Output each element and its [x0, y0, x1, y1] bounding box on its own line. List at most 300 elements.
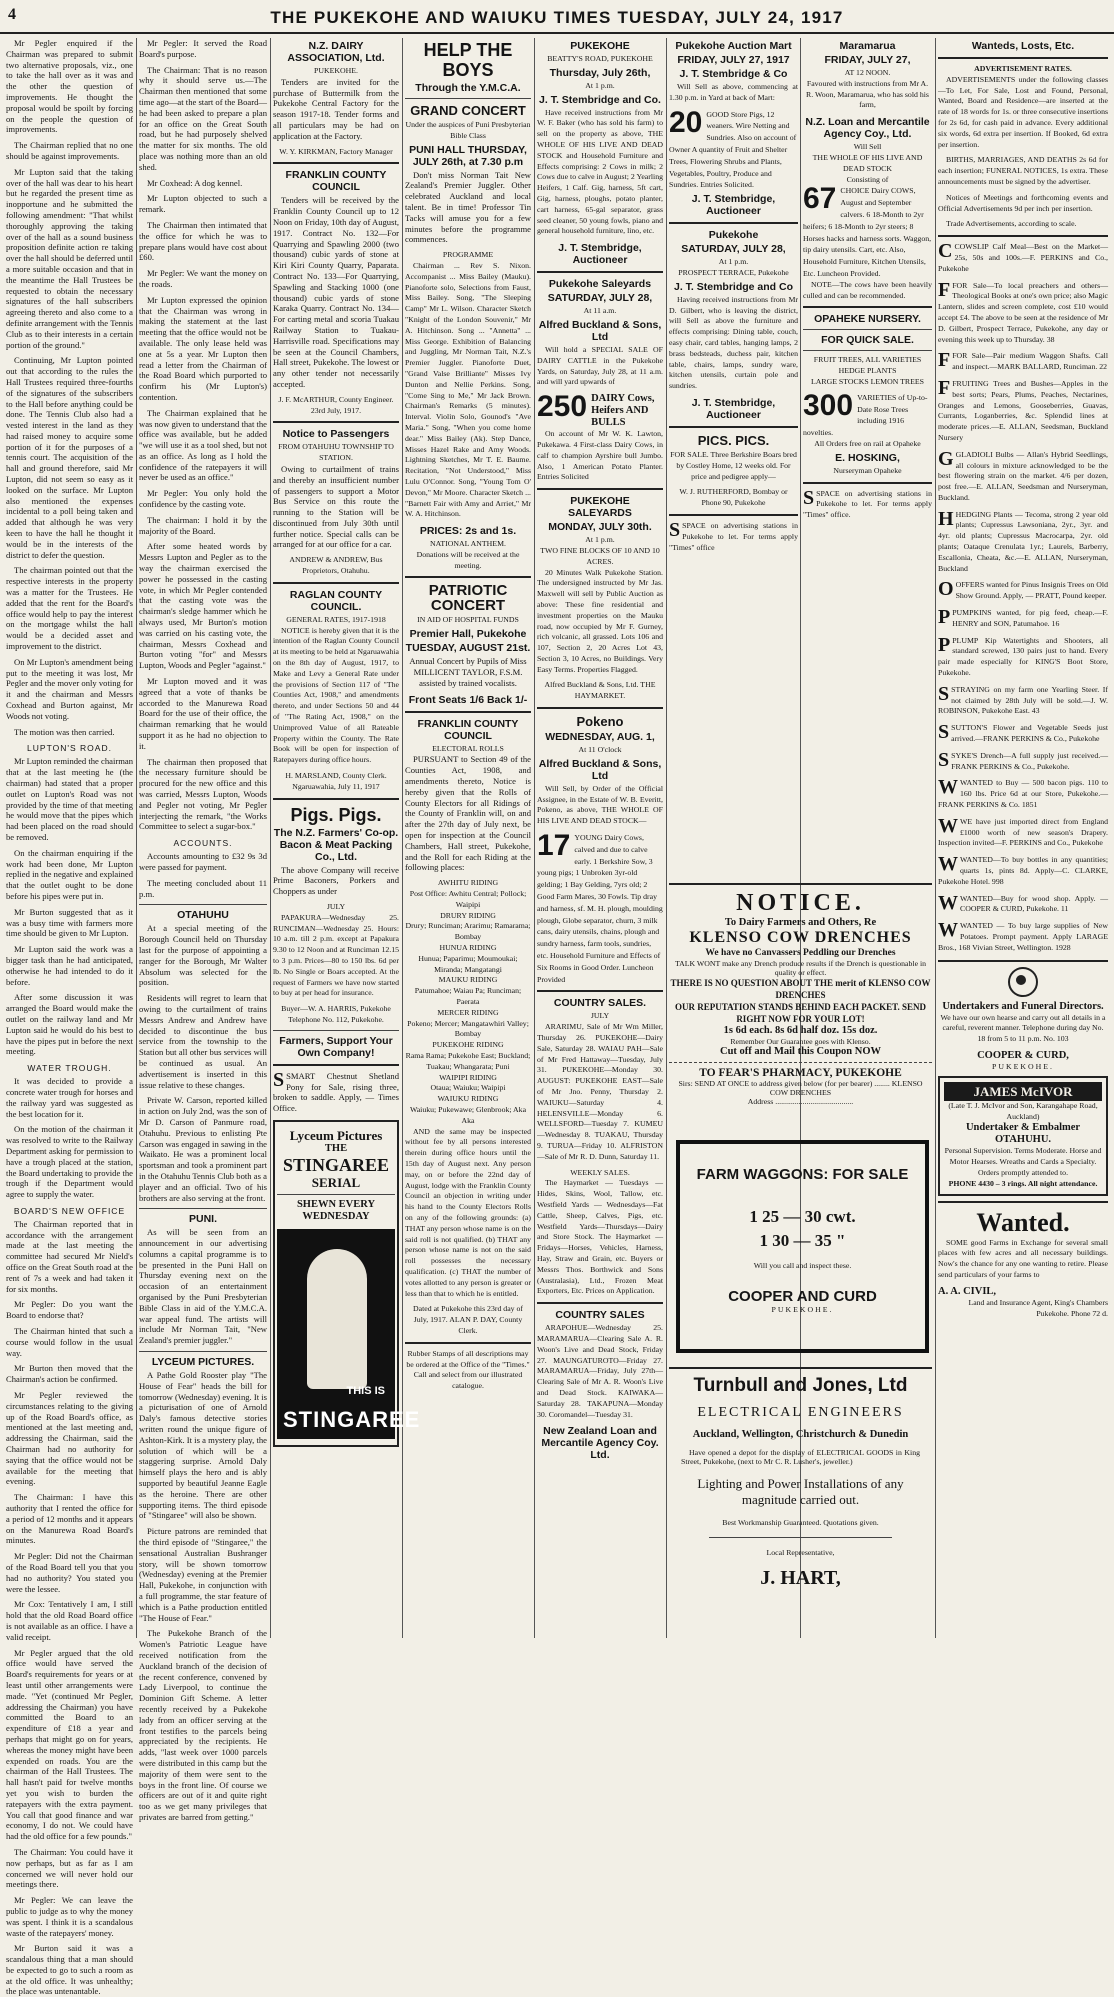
drop-cap: S [938, 748, 950, 771]
section-heading: BOARD'S NEW OFFICE [13, 1205, 126, 1216]
ad-time: At 1 p.m. [585, 535, 615, 545]
divider [273, 421, 399, 423]
divider [803, 350, 932, 351]
classified-ad [938, 608, 1108, 630]
ad-time: At 11 O'clock [578, 745, 622, 755]
ad-heading: PICS. PICS. [697, 432, 770, 448]
lot-line [803, 388, 932, 439]
coupon-pharmacy: TO FEAR'S PHARMACY, PUKEKOHE [699, 1067, 902, 1079]
ad-text: WANTED—To buy bottles in any quantities; quarts 1s, pints 8d. Apply—C. CLARKE, Pukekohe Hotel. 998 [938, 855, 1108, 886]
column-rule [935, 38, 936, 1638]
notice-line: OUR REPUTATION STANDS BEHIND EACH PACKET. SEND RIGHT NOW FOR YOUR LOT! [675, 1002, 926, 1024]
ad-heading: GRAND CONCERT [410, 103, 526, 118]
ad-subheading: ELECTRICAL ENGINEERS [697, 1405, 904, 1420]
ad-text: SUTTON'S Flower and Vegetable Seeds just arrived.—FRANK PERKINS & Co., Pukekohe [951, 723, 1108, 744]
ad-note: NOTE—The cows have been heavily culled and can be recommended. [803, 279, 932, 300]
lot-line [537, 829, 663, 985]
article-paragraph: A Pathe Gold Rooster play "The House of Fear" heads the bill for tomorrow (Wednesday) evening. It is a picturisation of one of Arnold Daly's famous detective stories written round the unique figure of Ashton-Kirk. It is a mystery play, the solution of which will be a staggering surprise. Arnold Daly himself plays the hero and is ably supported by beautiful Jeanne Eagle as the heroine. There are other supporting items. The third episode of "Stingaree" will also be shown. [139, 1370, 267, 1521]
klenso-notice-ad [669, 878, 932, 1128]
divider [669, 883, 932, 885]
riding-places: Patumahoe; Waiau Pa; Runciman; Paerata [414, 986, 522, 1006]
drop-cap: G [938, 447, 954, 470]
ad-text: FOR Sale—Pair medium Waggon Shafts. Call and inspect.—MARK BALLARD, Runciman. 22 [952, 351, 1108, 372]
ad-signature: W. Y. KIRKMAN, Factory Manager [279, 146, 393, 156]
divider [277, 1194, 395, 1195]
column-3-advertisements [273, 38, 421, 1638]
ad-place: Land and Insurance Agent, King's Chambers Pukekohe. Phone 72 d. [968, 1297, 1108, 1318]
ad-body: Will you call and inspect these. [753, 1261, 852, 1270]
divider [537, 488, 663, 490]
ad-body: The Haymarket — Tuesdays — Hides, Skins, Wool, Tallow, etc. Westfield Yards — Wednesdays—Fat Cattle, Sheep, Calves, Pigs, etc. Westfield Yards—Thursdays—Dairy and Store Stock. The Haymarket — Fridays—Horses, Vehicles, Harness, Hay, Straw and Grain, etc. Buyers or Messrs Thos. Borthwick and Sons (Australasia), Ltd., Frozen Meat Exporters, Etc. Prices on Application. [537, 1178, 663, 1296]
column-8-wanteds [938, 38, 1108, 1638]
article-paragraph: The Chairman: You could have it now perhaps, but as far as I am concerned we will never hold our meetings there. [6, 1846, 133, 1890]
article-paragraph: Mr Pegler reviewed the circumstances relating to the giving up of the Road Board's office, as mentioned at the last meeting and, addressing the Chairman, said the Chairman had no authority for saying that the office would not be available for the meeting that evening. [6, 1390, 133, 1487]
section-heading: PUNI. [188, 1213, 217, 1226]
lot-description: CHOICE Dairy COWS, August and September calvers. 6 18-Month to 2yr heifers; 6 18-Month to 2yr steers; 8 Horses hacks and harness sorts. Waggon, tip dairy utensils. Cart, etc. Also, Household Furniture, Kitchen Utensils, Etc. Luncheon Provided. [803, 186, 932, 278]
hearse-emblem-icon [1008, 967, 1038, 997]
ad-heading: Maramarua [839, 40, 896, 52]
article-paragraph: Accounts amounting to £32 9s 3d were passed for payment. [139, 851, 267, 872]
drop-cap: W [938, 814, 958, 837]
ad-subheading: Through the Y.M.C.A. [415, 82, 521, 94]
article-paragraph: Mr Burton said it was a scandalous thing that a man should be expected to go to such a room as at the old office. It was unhealthy; the place was untenantable. [6, 1943, 133, 1997]
riding-places: Otaua; Waiuku; Waipipi [430, 1083, 506, 1093]
ad-body: ARARIMU, Sale of Mr Wm Miller, Thursday 26. PUKEKOHE—Dairy Sale, Saturday 28. WAIAU PAH—Sale of Mr Fred Hattaway—Tuesday, July 31. PUKEKOHE—Monday 30. AUGUST: PUKEKOHE EAST—Sale of Mr Jno. Penny, Thursday 2. WAIUKU—Saturday 4. HELENSVILLE—Monday 6. WELLSFORD—Tuesday 7. KUMEU—Wednesday 8. TUAKAU, Thursday 9. TURUA—Friday 10. ALFRISTON—Sale of Mr R. D. Dunn, Saturday 11. [537, 1022, 663, 1161]
lot-description: VARIETIES of Up-to-Date Rose Trees including 1916 novelties. [803, 392, 928, 438]
article-paragraph: Mr Lupton said the work was a bigger task than he had anticipated, otherwise he had intended to do it before. [6, 944, 133, 987]
ad-subheading: IN AID OF HOSPITAL FUNDS [417, 615, 519, 625]
page-number: 4 [8, 6, 16, 23]
column-rule [534, 38, 535, 1638]
ad-signature: J. T. Stembridge, Auctioneer [691, 396, 776, 421]
ad-subheading: Thursday, July 26th, [549, 66, 651, 79]
ad-text: STRAYING on my farm one Yearling Steer. If not claimed by 28th July will be sold.—J. W. ROBINSON, Pukekohe East. 43 [938, 684, 1108, 716]
article-paragraph: Picture patrons are reminded that the third episode of "Stingaree," the sensational Australian Bushranger story, will be shown tomorrow (Wednesday) evening at the Premier Hall, Pukekohe, in conjunction with a full programme, the star feature of which is a Pathe production entitled "The House of Fear." [139, 1526, 267, 1623]
ad-heading: Pukekohe Auction Mart [675, 40, 792, 52]
ad-subheading: SATURDAY, JULY 28, [547, 292, 653, 305]
ad-body: FRUIT TREES, ALL VARIETIES HEDGE PLANTS [813, 355, 922, 376]
ad-subheading: THE [324, 1142, 348, 1154]
ad-heading: N.Z. DAIRY ASSOCIATION, Ltd. [287, 40, 385, 64]
lot-line [669, 105, 798, 192]
ad-body: Tenders will be received by the Franklin County Council up to 12 Noon on Friday, 10th day of August, 1917. Contract No. 132—For Quarrying and Spawling 2000 (two thousand) cubic yards of stone at Kiri Kiri County Quarry, Paparata. Contract No. 133—For Quarrying, Spawling and Stacking 1000 (one thousand) cubic yards of stone Karaka Quarry. Contract No. 134—For carting metal and scoria Tuakau Railway Station to Tuakau-Harrisville road. Specifications may be seen at the Council Chambers, Hall street, Pukekohe. The lowest or any other tender not necessarily accepted. [273, 195, 399, 389]
ad-text: WANTED—Buy for wood shop. Apply. — COOPER & CURD, Pukekohe. 11 [960, 893, 1108, 914]
masked-rider-figure [307, 1249, 367, 1389]
ad-signature: W. J. RUTHERFORD, Bombay or Phone 90, Pukekohe [679, 487, 788, 508]
article-paragraph: As will be seen from an announcement in our advertising columns a capital programme is to be presented in the Puni Hall on Thursday evening next on the occasion of an entertainment organised by the Puni Presbyterian Bible Class in aid of the Y.M.C.A. war appeal fund. The artists will include Mr Norman Tait, "New Zealand's premier juggler." [139, 1227, 267, 1346]
lot-description: DAIRY Cows, Heifers AND BULLS [591, 393, 655, 429]
drop-cap: F [938, 376, 951, 399]
ad-phone: Telephone No. 112, Pukekohe. [288, 1014, 384, 1024]
divider [273, 582, 399, 584]
undertaker-ad [938, 967, 1108, 1073]
klenso-brand: KLENSO COW DRENCHES [689, 929, 912, 946]
column-6-auction-mart [669, 38, 798, 878]
ad-time: At 1 p.m. [585, 80, 615, 90]
article-paragraph: Mr Pegler: We want the money on the roads. [139, 268, 267, 289]
turnbull-jones-ad [669, 1362, 932, 1637]
ad-text: FRUITING Trees and Bushes—Apples in the best sorts; Pears, Plums, Peaches, Nectarines, Oranges and Lemons, Gooseberries, Guavas, Currants, Loganberries, &c. Splendid lines at moderate prices.—E. ALLAN, Seedsman, Buckland Nursery [938, 378, 1108, 442]
ad-signature: Buyer—W. A. HARRIS, Pukekohe [281, 1004, 391, 1014]
classified-ad [938, 723, 1108, 745]
ad-signature: Alfred Buckland & Sons, Ltd. THE HAYMARKET. [544, 680, 656, 701]
drop-cap: S [669, 518, 681, 541]
classified-ad [938, 580, 1108, 602]
ad-body: Rubber Stamps of all descriptions may be ordered at the Office of the "Times." Call and select from our illustrated catalogue. [406, 1348, 530, 1391]
riding-heading: WAIPIPI RIDING [439, 1072, 497, 1082]
ad-text: FOR Sale—To local preachers and others—Theological Books at one's own price; also Magic Lantern, slides and screen complete, cost £10 would accept £4. The above to be seen at the residence of Mr D. Gilbert, Prospect Terrace, Pukekohe, any day or evening this week up to Thursday. 38 [938, 280, 1109, 344]
ad-body: Having received instructions from Mr D. Gilbert, who is leaving the district, will Sell as above the furniture and effects comprising: Dining table, couch, easy chair, card tables, hanging lamps, 2 brass bedsteads, duchess pair, kitchen table, chairs, lamps, sundry ware, kitchen utensils, curtain pole and sundries. [669, 294, 798, 391]
ad-subheading: ELECTORAL ROLLS [432, 743, 504, 753]
column-header: Wanteds, Losts, Etc. [971, 40, 1075, 52]
article-paragraph: The Pukekohe Branch of the Women's Patriotic League have received notification from the Auckland branch of the decision of the recent conference, convened by Lady Liverpool, to continue the Dominion Gift Scheme. A letter recently received by a Pukekohe lady from an officer serving at the front testifies to the parcels being appreciated by the recipients. He adds, "last week over 1000 parcels were distributed in this camp but the majority of them were sent to the boys in the front line. Of course we officers are out of it and quite right too as we get many privileges that privates are barred from getting." [139, 1628, 267, 1822]
drop-cap: O [938, 578, 954, 601]
ad-signature: Nurseryman Opaheke [833, 465, 902, 475]
ad-note: NATIONAL ANTHEM. [430, 539, 506, 549]
drop-cap: W [938, 776, 958, 799]
ad-heading: COUNTRY SALES. [553, 997, 647, 1010]
rates-body: ADVERTISEMENTS under the following classes—To Let, For Sale, Lost and Found, Personal, Wanted, Board and Residence—are inserted at the rate of 18 words for 1s. or three consecutive insertions for 2s 6d, for cash paid in advance. Every additional six words, 6d extra per insertion. If Booked, 6d extra per insertion. [938, 74, 1108, 149]
ad-signature: New Zealand Loan and Mercantile Agency Coy. Ltd. [541, 1425, 659, 1462]
ad-body: Tenders are invited for the purchase of Buttermilk from the Pukekohe Central Factory for the season 1917-18. Tender forms and all particulars may be had on application at the Factory. [273, 76, 399, 141]
ad-body: NOTICE is hereby given that it is the intention of the Raglan County Council at its meeting to be held at Ngaruawahia on the 8th day of August, 1917, to Make and Levy a General Rate under the provisions of Section 117 of "The Counties Act, 1908," and amendments thereto, and under Sections 50 and 44 of "The Rating Act, 1908," on the Unimproved Value of all Rateable Property within the County. The Rate Book will be open for inspection of Ratepayers during office hours. [273, 625, 399, 765]
ad-subheading: TWO FINE BLOCKS OF 10 AND 10 ACRES. [540, 545, 660, 566]
ad-subheading: SATURDAY, JULY 28, [681, 243, 786, 256]
divider [537, 271, 663, 273]
article-paragraph: The chairman: I hold it by the majority of the Board. [139, 514, 267, 536]
ad-text: WE have just imported direct from England £1000 worth of new season's Drapery. Inspection invited—F. PERKINS and Co., Pukekohe [938, 816, 1108, 848]
classified-ad [803, 486, 932, 521]
article-paragraph: Mr Pegler: It served the Road Board's purpose. [139, 38, 267, 59]
ad-heading: Notice to Passengers [282, 428, 390, 441]
article-paragraph: The Chairman reported that in accordance with the arrangement made at the last meeting the committee had secured Mr Nield's office on the Great South road at the rent of 7s a week and had taken it for six months. [6, 1218, 133, 1294]
ad-subheading: WEEKLY SALES. [570, 1167, 630, 1177]
article-paragraph: Mr Pegler: You only hold the confidence by the casting vote. [139, 488, 267, 510]
article-paragraph: Mr Pegler: Do you want the Board to endorse that? [6, 1299, 133, 1321]
classified-ad [938, 507, 1108, 575]
article-paragraph: After some discussion it was arranged the Board would make the outlet on the railway land and Mr Lupton said he would do his best to have the pipes put in before the next meeting. [6, 992, 133, 1057]
ad-heading: Turnbull and Jones, Ltd [693, 1375, 908, 1396]
article-paragraph: Mr Pegler: Did not the Chairman of the Road Board tell you that you had no authority? You stated you were the lessee. [6, 1551, 133, 1594]
ad-text: GLADIOLI Bulbs — Allan's Hybrid Seedlings, all colours in mixture acknowledged to be the best flowering strain on the market. 4/6 per dozen, post free.—E. ALLAN, Seedsman and Nurseryman, Buckland. [938, 449, 1108, 502]
lot-count: 250 [537, 390, 588, 424]
article-paragraph: The Chairman explained that he was now given to understand that the office was available, but he added "we will use it as a tool shed, but not as an office. As long as I hold the confidence of the ratepayers it will never be used as an office." [139, 407, 267, 483]
article-paragraph: Residents will regret to learn that owing to the curtailment of trains Messrs Andrew and Andrew have decided to discontinue the bus service from the township to the Station but all other bus services will be continued as usual. An advertisement is inserted in this issue relative to these changes. [139, 993, 267, 1090]
article-paragraph: Mr Cox: Tentatively I am, I still hold that the old Road Board office is not available as an office. I have a valid receipt. [6, 1599, 133, 1642]
section-heading: ACCOUNTS. [173, 838, 233, 849]
ad-heading: PUKEKOHE SALEYARDS [568, 495, 632, 520]
article-paragraph: Mr Lupton said that the taking over of the hall was dear to his heart but he regarded the present time as inopportune and he submitted the following amendment: "That whilst thoroughly approving the taking over of the hall as a sound business proposition definite action re taking over the hall should be deferred until a more suitable occasion and that in the meantime the Hall Trustees be requested to obtain the necessary signatures of the hall subscribers agreeing thereto and also come to a definite arrangement with the Tennis Club as to their interests in a certain portion of the ground." [6, 166, 133, 350]
riding-heading: HUNUA RIDING [439, 943, 497, 953]
ad-subheading: FOR QUICK SALE. [821, 334, 914, 347]
ad-heading: FRANKLIN COUNTY COUNCIL [417, 717, 519, 742]
divider [669, 514, 798, 516]
riding-places: Pokeno; Mercer; Mangatawhiri Valley; Bombay [407, 1018, 529, 1039]
ad-text: PUMPKINS wanted, for pig feed, cheap.—F. HENRY and SON, Patumahoe. 16 [952, 608, 1108, 628]
section-heading: LUPTON'S ROAD. [27, 743, 112, 754]
wagon-size: 1 30 — 35 " [759, 1231, 846, 1250]
ad-body: On account of Mr W. K. Lawton, Pukekawa. 4 First-class Dairy Cows, in calf to champion Ayrshire bull Jumbo. Also, 1 American Potato Planter. Entries Solicited [537, 429, 663, 482]
notice-line: TALK WONT make any Drench produce results if the Drench is questionable in quality or effect. [674, 959, 927, 977]
ad-body: Favoured with instructions from Mr A. R. Woon, Maramarua, who has sold his farm, [806, 78, 929, 110]
ad-subheading: Undertaker & Embalmer OTAHUHU. [965, 1122, 1081, 1146]
ad-subheading: Consisting of [846, 174, 889, 184]
notice-line: We have no Canvassers Peddling our Drenches [705, 948, 896, 958]
divider [405, 98, 531, 99]
ad-text: SYKE'S Drench—A full supply just received.—FRANK PERKINS & Co., Pukekohe. [951, 750, 1108, 771]
ad-subheading: SERIAL [311, 1174, 361, 1190]
ad-subheading: Under the auspices of Puni Presbyterian Bible Class [405, 120, 531, 140]
divider [709, 1537, 892, 1538]
column-rule [666, 38, 667, 1638]
ad-body: LARGE STOCKS LEMON TREES [811, 376, 924, 386]
classified-ad [938, 814, 1108, 849]
ad-prices: Front Seats 1/6 Back 1/- [408, 693, 528, 706]
ad-text: SMART Chestnut Shetland Pony for Sale, rising three, broken to saddle. Apply, — Times Office. [273, 1070, 399, 1114]
classified-ad [938, 748, 1108, 773]
divider [139, 1208, 267, 1209]
ad-subheading: PROSPECT TERRACE, Pukekohe [678, 267, 789, 277]
ad-body: 20 Minutes Walk Pukekohe Station. The undersigned instructed by Mr Jas. Maxwell will sell by Public Auction as above: These fine residential and investment properties on the Mauku road, now occupied by Mr F. Gurney, rich volcanic, all grassed. Lots 106 and 107, Section 2, 20 Acres Lot 43, Section 3, 10 Acres, no Buildings. Very Easy Terms. Properties Flagged. [537, 567, 663, 674]
riding-heading: WAIUKU RIDING [437, 1094, 499, 1104]
article-paragraph: Mr Lupton reminded the chairman that at the last meeting he (the chairman) had stated that a proper outlet on Lupton's Road was not provided by the time of that meeting he would move that the pipes which had been placed on the road should be removed. [6, 756, 133, 842]
riding-heading: MAUKU RIDING [438, 975, 498, 985]
ad-firm: Alfred Buckland & Sons, Ltd [538, 318, 662, 343]
divider [803, 306, 932, 308]
classified-ad [938, 891, 1108, 916]
ad-place: PUKEKOHE. [771, 1305, 834, 1314]
ad-subheading: SHEWN EVERY WEDNESDAY [296, 1198, 376, 1222]
article-paragraph: Private W. Carson, reported killed in action on July 2nd, was the son of Mr D. Carson of Panmure road, Otahuhu. Previous to enlisting Pte Carson was engaged in sawing in the Waikato. He was a prominent local sportsman and took a prominent part in the Otahuhu Tennis Club both as a player and an official. Two of his brothers are also serving at the front. [139, 1095, 267, 1203]
ad-signature: H. MARSLAND, County Clerk. Ngaruawahia, July 11, 1917 [285, 771, 387, 791]
classified-ad [938, 242, 1108, 274]
ad-body: FOR SALE. Three Berkshire Boars bred by Costley Home, 12 weeks old. For price and pedigree apply— [670, 449, 797, 481]
drop-cap: F [938, 278, 951, 301]
ad-firm: J. T. Stembridge and Co. [539, 93, 661, 106]
ad-prices: PRICES: 2s and 1s. [419, 525, 517, 538]
riding-places: Waiuku; Pukewawe; Glenbrook; Aka Aka [409, 1104, 527, 1125]
rates-body: BIRTHS, MARRIAGES, AND DEATHS 2s 6d for each insertion; FUNERAL NOTICES, 1s extra. These announcements must be signed by the advertiser. [938, 155, 1108, 186]
column-rule [136, 38, 137, 1638]
ad-body: We have our own hearse and carry out all details in a careful, reverent manner. Telephone during day No. 18 from 5 to 11 p.m. No. 103 [940, 1012, 1106, 1044]
newspaper-title: THE PUKEKOHE AND WAIUKU TIMES TUESDAY, JULY 24, 1917 [270, 8, 844, 27]
divider [139, 904, 267, 905]
ad-heading: Pokeno [576, 714, 624, 730]
article-paragraph: The Chairman replied that no one should be against improvements. [6, 140, 133, 161]
ad-firm: J. T. Stembridge & Co [679, 68, 788, 80]
lot-count: 300 [803, 388, 854, 422]
column-rule [270, 38, 271, 1638]
ad-firm: N.Z. Loan and Mercantile Agency Coy., Ltd. [805, 116, 930, 141]
ad-body: PAPAKURA—Wednesday 25. RUNCIMAN—Wednesday 25. Hours: 10 a.m. till 2 p.m. except at Papakura 9.30 to 12 Noon and at Runciman 12.15 to 3 p.m. Prices—80 to 150 lbs. 6d per lb. No Single or Boars accepted. At the request of Farmers we have now started to buy at per head for insurance. [273, 912, 399, 998]
lot-count: 17 [537, 829, 571, 863]
classified-ad [938, 778, 1108, 810]
mcivor-ad [938, 1076, 1108, 1196]
classified-ad [938, 278, 1109, 346]
column-5-auction-sales [537, 38, 663, 1638]
ad-time: At 11 a.m. [583, 306, 617, 316]
riding-places: Rama Rama; Pukekohe East; Buckland; Tuakau; Whangarata; Puni [405, 1050, 531, 1071]
ad-subheading: BEATTY'S ROAD, PUKEKOHE [547, 54, 653, 63]
divider [938, 57, 1108, 59]
ad-subheading: JULY [326, 902, 346, 912]
divider [938, 1201, 1108, 1203]
farm-waggons-ad [676, 1140, 929, 1353]
ad-subheading: MONDAY, JULY 30th. [548, 521, 652, 534]
lot-line [537, 390, 663, 429]
drop-cap: W [938, 891, 958, 914]
divider [537, 1302, 663, 1304]
ad-body: Have received instructions from Mr W. F. Baker (who has sold his farm) to sell on the property as above, THE WHOLE OF HIS LIVE AND DEAD STOCK and Household Furniture and Effects comprising: 2 Cows in milk; 2 Cows due to calve in August; 2 Yearling Heifers, 1 Calf. Gig, harness, 5ft cart, Gig, harness, ploughs, potato planter, cart harness, 65-gal separator, grass seed cleaner, 50 young fowls, piano and general household furniture, lino, etc. [537, 107, 663, 236]
lot-description: YOUNG Dairy Cows, calved and due to calve early. 1 Berkshire Sow, 3 young pigs; 1 Unbroken 3yr-old gelding; 1 Bay Gelding, 7yrs old; 2 Good Farm Mares, 30 Fowls. Tip dray and harness, sf. M. H. plough, moulding plough, Globe separator, churn, 3 milk cans, dairy utensils, chains, plough and sundry harness, farm tools, sundries, etc. Household Furniture and Effects of Six Rooms in Good Order. Luncheon Provided [537, 833, 663, 984]
ad-heading: Lyceum Pictures [289, 1127, 383, 1143]
notice-title: NOTICE. [736, 890, 865, 916]
ad-subheading: PUKEKOHE. [314, 66, 358, 75]
ad-body: SOME good Farms in Exchange for several small places with few acres and all necessary buildings. Now's the chance for any one wanting to retire. Please send particulars of your farms to [938, 1237, 1108, 1279]
coupon-cut-line [669, 1062, 932, 1063]
ad-time: AT 12 NOON. [844, 68, 891, 77]
ad-firm: Alfred Buckland & Sons, Ltd [538, 757, 662, 782]
masthead [0, 0, 1114, 34]
notice-subtitle: To Dairy Farmers and Others, Re [724, 917, 877, 928]
ad-signature: A. A. CIVIL, [938, 1285, 997, 1297]
ad-body: Lighting and Power Installations of any magnitude carried out. [697, 1476, 904, 1507]
article-paragraph: The Chairman hinted that such a course would follow in the usual way. [6, 1326, 133, 1358]
ad-body: Annual Concert by Pupils of Miss MILLICENT TAYLOR, F.S.M. assisted by trained vocalists. [409, 656, 527, 688]
divider [803, 482, 932, 484]
drop-cap: S [273, 1068, 285, 1091]
drop-cap: S [938, 721, 950, 744]
ad-heading: FARM WAGGONS: FOR SALE [696, 1166, 909, 1183]
article-paragraph: The chairman then proposed that the necessary furniture should be procured for the new office and this was carried, Messrs Lupton, Woods and Pegler not voting, Mr Pegler interjecting the remark, "the Works Committee to select a sugar-box." [139, 756, 267, 832]
section-heading: LYCEUM PICTURES. [151, 1356, 255, 1369]
ad-body: Will Sell as above, commencing at 1.30 p.m. in Yard at back of Mart: [669, 82, 798, 102]
column-2-news [139, 38, 267, 1822]
drop-cap: P [938, 633, 951, 656]
ad-body: PURSUANT to Section 49 of the Counties Act, 1908, and amendments thereto, Notice is hereby given that the Rolls of County Electors for all Ridings of the County of Franklin will, on and after the 27th day of July next, be open for inspection at the Council Chambers, Hall street, Pukekohe, and the Roll for each Riding at the following places: [405, 754, 531, 873]
ad-subheading: THE WHOLE OF HIS LIVE AND DEAD STOCK [812, 152, 923, 173]
ad-signature: J. HART, [760, 1567, 841, 1589]
ad-cities: Auckland, Wellington, Christchurch & Dunedin [692, 1429, 909, 1440]
article-paragraph: Mr Lupton expressed the opinion that the Chairman was wrong in making the statement at the last meeting that the office would not be available. The only lease held was one at 5s a year. Mr Lupton then read a letter from the Chairman of the Road Board which purported to confirm his (Mr Lupton's) contention. [139, 294, 267, 402]
ad-text: WANTED — To buy large supplies of New Potatoes. Prompt payment. Apply LARAGE Bros., 168 Vivian Street, Wellington. 1928 [938, 921, 1108, 952]
classified-ad [938, 855, 1108, 887]
column-rule [402, 38, 403, 1638]
wagon-size: 1 25 — 30 cwt. [749, 1207, 856, 1226]
ad-heading: Farmers, Support Your Own Company! [279, 1034, 393, 1059]
programme-list: Chairman ... Rev S. Nixon. Accompanist ... Miss Bailey (Mauku). Pianoforte solo, Selections from Faust, Miss Bailey. Song, "The Sleeping Camp" Mr L. Wilson. Character Sketch "Knight of the London Souvenir," Mr A. Hitchinson. Song ... "Annetta" ... Miss George. Exhibition of Balancing and Juggling, Mr Norman Tait, N.Z.'s Premier Juggler. Pianoforte Duet, "Grand Valse Brilliante" Misses Ivy Dunton and Nellie Perkins. Song, "Come Sing to Me," Mr Jack Brown. Chairman's Remarks (5 minutes). Interval. Violin Solo, Gounod's "Ave Maria." Song, "When you come home dear." Miss Bailey (Ak). Step Dance, Misses Hazel Rake and Amy Woods. Lightning Sketches, Mr T. E. Baume. Recitation, "Not Understood," Miss Lulu O'Connor. Song, "Young Tom O' Devon," Mr Moore. Character Sketch ... "Barnett Fair with Amy and Arriet," Mr W. A. Hitchinson. [405, 260, 531, 519]
ad-subheading: PROGRAMME [442, 250, 494, 260]
ad-firm: COOPER & CURD, [977, 1049, 1069, 1061]
drop-cap: S [803, 486, 815, 509]
riding-places: Hunua; Paparimu; Moumoukai; Miranda; Mangatangi [418, 953, 518, 974]
ad-subheading: FRIDAY, JULY 27, [824, 54, 911, 66]
ad-signature: E. HOSKING, [835, 451, 900, 464]
article-paragraph: At a special meeting of the Borough Council held on Thursday last for the purpose of appointing a ranger for the Borough, Mr Walter Absolum was selected for the position. [139, 923, 267, 988]
article-paragraph: Mr Pegler enquired if the Chairman was prepared to submit two alternative proposals, viz., one to take the hall over as it was and the other the question of improvements. He thought the proposal would be spoilt by forcing on the people the question of improvements. [6, 38, 133, 135]
article-paragraph: It was decided to provide a concrete water trough for horses and the railway yard was suggested as the best location for it. [6, 1076, 133, 1119]
ad-text: COWSLIP Calf Meal—Best on the Market—25s, 50s and 100s.—F. PERKINS and Co., Pukekohe [938, 242, 1108, 273]
ad-heading: COUNTRY SALES [555, 1309, 645, 1322]
notice-line: Cut off and Mail this Coupon NOW [719, 1046, 882, 1057]
ad-firm: J. T. Stembridge and Co [673, 280, 794, 293]
ad-signature: J. T. Stembridge, Auctioneer [558, 242, 642, 267]
divider [273, 1064, 399, 1066]
rates-heading: ADVERTISEMENT RATES. [974, 64, 1072, 73]
notice-line: THERE IS NO QUESTION ABOUT THE merit of KLENSO COW DRENCHES [670, 978, 931, 1000]
ad-subheading: TUESDAY, AUGUST 21st. [405, 642, 531, 655]
divider [669, 426, 798, 428]
article-paragraph: On Mr Lupton's amendment being put to the meeting it was lost, Mr Pegler and the mover only voting for it and the chairman and Messrs Coxhead and Burton against, Mr Woods not voting. [6, 656, 133, 721]
classified-ad [669, 518, 798, 553]
ad-body: AND the same may be inspected without fee by all persons interested therein during office hours until the 15th day of August next. Any person may, on or before the 22nd day of August, lodge with the Franklin County Council an objection in writing under his hand to the County Electors Rolls on any of the following grounds: (a) THAT any person whose name is on the said roll is not qualified. (b) THAT any person whose name is not on the said roll possesses the necessary qualification. (c) THAT the number of votes allotted to any person is greater or less than that to which he is entitled. [405, 1126, 531, 1298]
ad-text: HEDGING Plants — Tecoma, strong 2 year old plants; Cupressus Lawsoniana, 2yr., 3yr. and 4yr. old plants; Cupressus Macrocarpa, 2yr. old plants; Oataque Crenulata 1yr.; Laurels, Barberry, Escallonia, Cheata, &c.—E. ALLAN, Nurseryman, Buckland [938, 509, 1108, 573]
article-paragraph: Mr Lupton moved and it was agreed that a vote of thanks be accorded to the Manurewa Road Board for the use of their office, the chairman remarking that he would support it as he had no objection to it. [139, 676, 267, 751]
riding-heading: MERCER RIDING [437, 1007, 499, 1017]
ad-heading: PUKEKOHE [570, 40, 630, 52]
ad-body: Have opened a depot for the display of ELECTRICAL GOODS in King Street, Pukekohe, (next to Mr C. R. Lusher's, jeweller.) [681, 1448, 920, 1466]
divider [669, 222, 798, 224]
ad-note: Donations will be received at the meeting. [416, 549, 520, 570]
riding-heading: PUKEKOHE RIDING [432, 1040, 504, 1050]
article-paragraph: Mr Pegler argued that the old office would have served the Board's requirements for years or at least until other arrangements were made. "Yet (continued Mr Pegler, addressing the Chairman) you have committed the Board to an expenditure of £18 a year and perhaps that might go on for years, whereas the money might have been expended on roads. You are the chairman of the Hall Trustees. The hall hasn't paid for twelve months yet you wish to burden the ratepayers with the extra payment. You call that good finance and war economy, I do not. We could have had the old office for a few pounds." [6, 1647, 133, 1842]
article-paragraph: The Chairman then intimated that the office for which he was to prepare plans would have cost about £60. [139, 219, 267, 263]
ad-body: ARAPOHUE—Wednesday 25. MARAMARUA—Clearing Sale A. R. Woon's Live and Dead Stock, Friday 27. MAUNGATUROTO—Friday 27. MARAMARUA—Friday, July 27th—Clearing Sale of Mr A. R. Woon's Live and Dead Stock. KAIWAKA—Saturday 28. TAKAPUNA—Monday 30. Coromandel—Tuesday 31. [537, 1323, 663, 1419]
ad-text: WANTED to Buy — 500 bacon pigs. 110 to 160 lbs. Price 6d at our Store, Pukekohe.—FRANK PERKINS & Co. 1851 [938, 778, 1108, 810]
divider [537, 707, 663, 709]
coupon-line: Sirs: SEND AT ONCE to address given below (for per bearer) ........ KLENSO COW DRENCHES [678, 1079, 923, 1097]
divider [273, 798, 399, 800]
ad-text: OFFERS wanted for Pinus Insignis Trees on Old Show Ground. Apply, — PRATT, Pound keeper. [955, 580, 1108, 601]
column-7-maramarua [803, 38, 932, 878]
article-paragraph: The Chairman: I have this authority that I rented the office for a period of 12 months and it appears on the Manurewa Road Board's minutes. [6, 1492, 133, 1546]
article-paragraph: On the motion of the chairman it was resolved to write to the Railway Department asking for permission to have a trough placed at the station, the Board undertaking to provide the trough if the Department would agree to supply the water. [6, 1124, 133, 1200]
article-paragraph: The Chairman: That is no reason why it should serve us.—The Chairman then mentioned that some time ago—at the start of the Board—he had been asked to prepare a plan for an office on the Great South road, but he had purposely shelved the matter for six months. The old place was nothing more than an old shed. [139, 64, 267, 172]
riding-heading: DRURY RIDING [440, 910, 496, 920]
ad-heading: HELP THE BOYS [423, 40, 513, 80]
rates-body: Notices of Meetings and forthcoming events and Official Advertisements 9d per inch per insertion. [938, 192, 1108, 213]
ad-subheading: Premier Hall, Pukekohe [409, 628, 527, 641]
ad-text: SPACE on advertising stations in Pukekohe to let. For terms apply "Times" office [669, 520, 798, 552]
coupon-address: Address ........................................ [747, 1097, 854, 1106]
ad-time: At 1 p.m. [718, 257, 749, 267]
article-paragraph: The chairman pointed out that the respective interests in the property was a matter for the Trustees. He added that the rent for the Board's office would help to pay the interest on the mortgage whilst the hall would be a decided asset and improvement to the district. [6, 565, 133, 652]
ad-heading: Pukekohe Saleyards [548, 278, 652, 291]
section-heading: OTAHUHU [177, 909, 229, 922]
ad-heading: STINGAREE [282, 1154, 390, 1175]
rates-body: Trade Advertisements, according to scale. [946, 219, 1077, 229]
notice-prices: 1s 6d each. 8s 6d half doz. 15s doz. [723, 1025, 878, 1036]
ad-subheading: (Late T. J. McIvor and Son, Karangahape Road, Auckland) [948, 1100, 1098, 1121]
ad-heading: PATRIOTIC CONCERT [428, 582, 508, 615]
ad-subheading: GENERAL RATES, 1917-1918 [286, 614, 386, 624]
ad-subheading: JULY [590, 1011, 610, 1021]
article-paragraph: On the chairman enquiring if the work had been done, Mr Lupton replied in the negative and explained that the outlet ought to be done before his pipes were put in. [6, 847, 133, 901]
ad-heading: Pukekohe [708, 229, 759, 242]
ad-phone: PHONE 4430 – 3 rings. All night attendance. [948, 1178, 1098, 1188]
article-paragraph: Continuing, Mr Lupton pointed out that according to the rules the Hall Trustees required three-fourths of the signatures of the subscribers to the Hall before anything could be done. The Tennis Club also had a vested interest in the land as they had raised money to acquire some portion of it for the purposes of a tennis court. The acquisition of the hall and ground therefore, said Mr Lupton, did not seem so easy as it looked on the surface. Mr Lupton also mentioned the expenses incidental to a poll being taken and added that although he was very keen to have the hall he thought it would be in the interests of the district to defer the question. [6, 355, 133, 560]
classified-ad [938, 921, 1108, 953]
classified-ad [273, 1068, 399, 1114]
riding-places: Drury; Runciman; Ararimu; Ramarama; Bombay [405, 921, 531, 942]
divider [537, 990, 663, 992]
classified-ad [938, 376, 1108, 444]
column-4-concerts [405, 38, 531, 1638]
drop-cap: P [938, 606, 951, 629]
divider [273, 1030, 399, 1031]
ad-heading: Pigs. Pigs. [290, 804, 382, 825]
stingaree-illustration [277, 1229, 421, 1439]
